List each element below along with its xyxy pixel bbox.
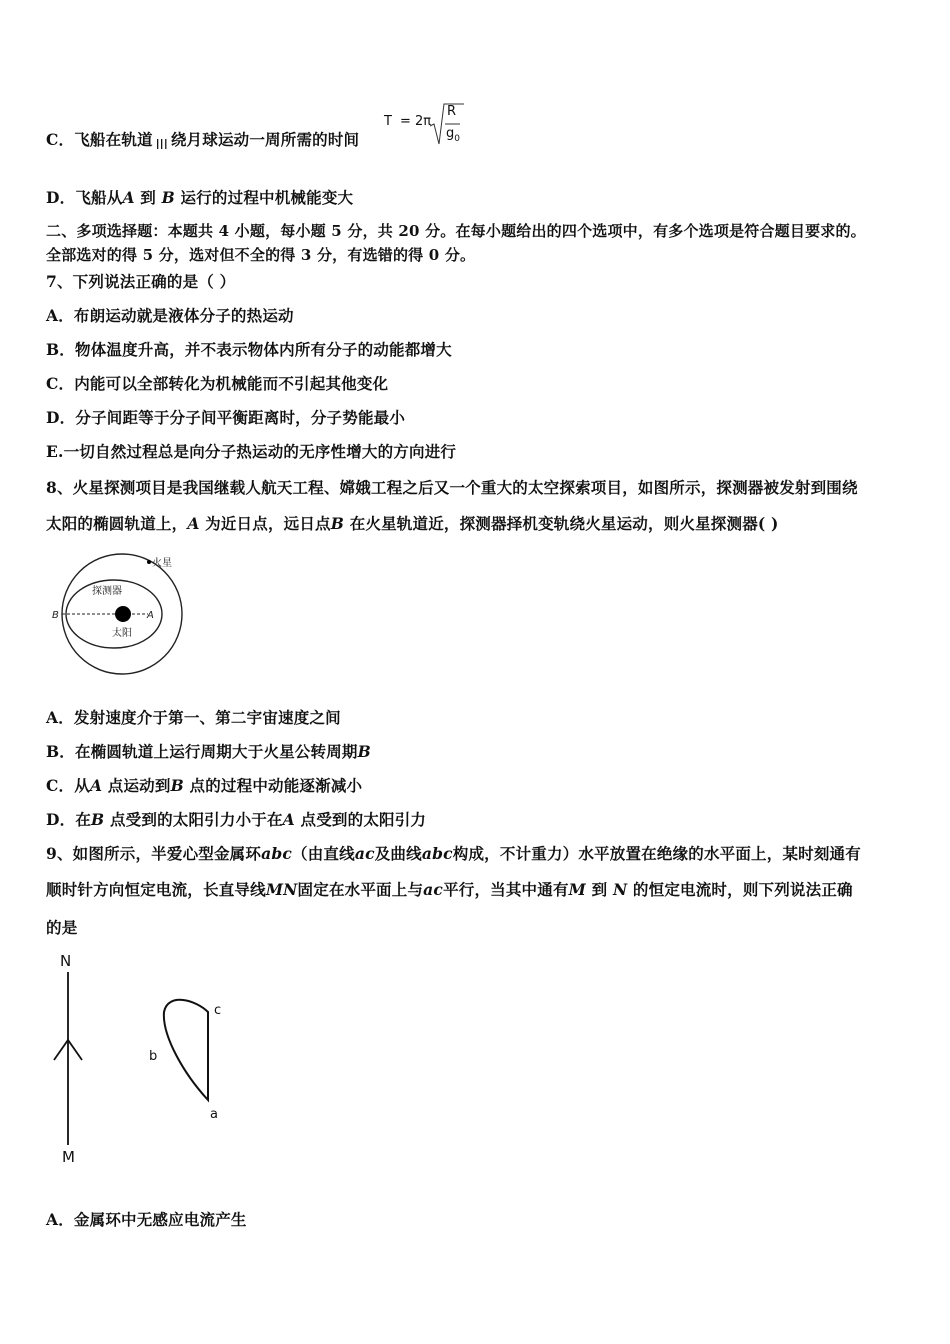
point-n: N — [612, 880, 628, 899]
point-a: A — [187, 514, 200, 533]
label-mars: 火星 — [152, 558, 172, 569]
q9-option-a: A．金属环中无感应电流产生 — [46, 1210, 247, 1229]
formula-r: R — [447, 104, 457, 119]
point-a: A — [282, 810, 295, 829]
label-probe: 探测器 — [92, 586, 122, 597]
section2-line2: 全部选对的得 5 分，选对但不全的得 3 分，有选错的得 0 分。 — [46, 246, 476, 264]
q6-option-d — [46, 186, 353, 208]
q8-stem-line1: 8、火星探测项目是我国继载人航天工程、嫦娥工程之后又一个重大的太空探索项目，如图所示，探测器被发射到围绕 — [46, 478, 858, 497]
q9-stem-line3: 的是 — [46, 918, 78, 937]
q9-text-8: 到 — [591, 880, 608, 899]
q8-option-d-mid: 点受到的太阳引力小于在 — [109, 810, 283, 829]
curve-abc: abc — [421, 844, 453, 863]
q8-option-d-pre: D．在 — [46, 810, 92, 829]
q8-option-d — [46, 808, 426, 830]
orbit-diagram — [46, 552, 196, 682]
q6-option-c-text-2: 绕月球运动一周所需的时间 — [170, 130, 360, 149]
ring-abc: abc — [261, 844, 293, 863]
q9-stem-line1 — [46, 842, 861, 864]
q6-option-d-post: 运行的过程中机械能变大 — [180, 188, 354, 207]
q9-text-9: 的恒定电流时，则下列说法正确 — [632, 880, 853, 899]
q8-option-d-post: 点受到的太阳引力 — [300, 810, 427, 829]
q8-stem-a: 太阳的椭圆轨道上， — [46, 514, 188, 533]
formula-sub: 0 — [454, 134, 460, 144]
q9-text-6: 固定在水平面上与 — [297, 880, 424, 899]
wire-mn: MN — [265, 880, 298, 899]
q8-option-b — [46, 740, 371, 762]
point-b: B — [161, 188, 175, 207]
q8-option-c — [46, 774, 362, 796]
label-m: M — [62, 1148, 75, 1166]
q8-option-b-text: B．在椭圆轨道上运行周期大于火星公转周期 — [46, 742, 358, 761]
point-b: B — [330, 514, 345, 533]
point-b: B — [170, 776, 184, 795]
q8-stem-b: 为近日点，远日点 — [205, 514, 331, 533]
q9-text-3: 及曲线 — [374, 844, 422, 863]
q8-option-c-pre: C．从 — [46, 776, 90, 795]
label-b: B — [52, 610, 59, 621]
segment-ac: ac — [423, 880, 444, 899]
wire-ring-diagram — [46, 950, 246, 1170]
q8-option-c-post: 点的过程中动能逐渐减小 — [189, 776, 363, 795]
formula-t: T — [384, 114, 392, 129]
q9-text-4: 构成，不计重力）水平放置在绝缘的水平面上，某时刻通有 — [452, 844, 861, 863]
label-a: A — [147, 610, 154, 621]
q9-text-2: （由直线 — [292, 844, 355, 863]
q8-option-c-mid: 点运动到 — [107, 776, 171, 795]
option-letter-b: B — [357, 742, 371, 761]
q8-stem-line2 — [46, 512, 779, 534]
formula-g: g — [446, 126, 455, 141]
formula-g0 — [446, 126, 460, 144]
formula-eq: = 2π — [400, 114, 432, 129]
label-a: a — [210, 1107, 218, 1122]
q7-option-a: A．布朗运动就是液体分子的热运动 — [46, 306, 294, 325]
orbit-label: III — [155, 138, 168, 153]
q7-option-b: B．物体温度升高，并不表示物体内所有分子的动能都增大 — [46, 340, 452, 359]
sqrt-sign — [384, 100, 474, 150]
label-sun: 太阳 — [112, 628, 132, 639]
point-b: B — [91, 810, 105, 829]
q7-option-e: E.一切自然过程总是向分子热运动的无序性增大的方向进行 — [46, 442, 457, 461]
q9-text-7: 平行，当其中通有 — [443, 880, 569, 899]
segment-ac: ac — [354, 844, 375, 863]
section2-line1: 二、多项选择题：本题共 4 小题，每小题 5 分，共 20 分。在每小题给出的四个选项中，有多个选项是符合题目要求的。 — [46, 222, 866, 240]
point-a: A — [122, 188, 135, 207]
q9-stem-line2 — [46, 878, 853, 900]
label-c: c — [214, 1003, 222, 1018]
q7-stem: 7、下列说法正确的是（ ） — [46, 272, 236, 291]
label-b: b — [149, 1049, 158, 1064]
point-m: M — [568, 880, 587, 899]
q9-text-5: 顺时针方向恒定电流，长直导线 — [46, 880, 266, 899]
q8-option-a: A．发射速度介于第一、第二宇宙速度之间 — [46, 708, 341, 727]
q6-option-d-mid: 到 — [140, 188, 156, 207]
q6-option-c — [46, 128, 360, 153]
q6-option-d-text: D．飞船从 — [46, 188, 123, 207]
q7-option-c: C．内能可以全部转化为机械能而不引起其他变化 — [46, 374, 389, 393]
q9-text-1: 9、如图所示，半爱心型金属环 — [46, 844, 262, 863]
q6-option-c-text: C．飞船在轨道 — [46, 130, 153, 149]
label-n: N — [60, 952, 72, 970]
point-a: A — [89, 776, 103, 795]
period-formula — [384, 100, 474, 150]
q8-stem-c: 在火星轨道近，探测器择机变轨绕火星运动，则火星探测器( ) — [349, 514, 779, 533]
q7-option-d: D．分子间距等于分子间平衡距离时，分子势能最小 — [46, 408, 406, 427]
